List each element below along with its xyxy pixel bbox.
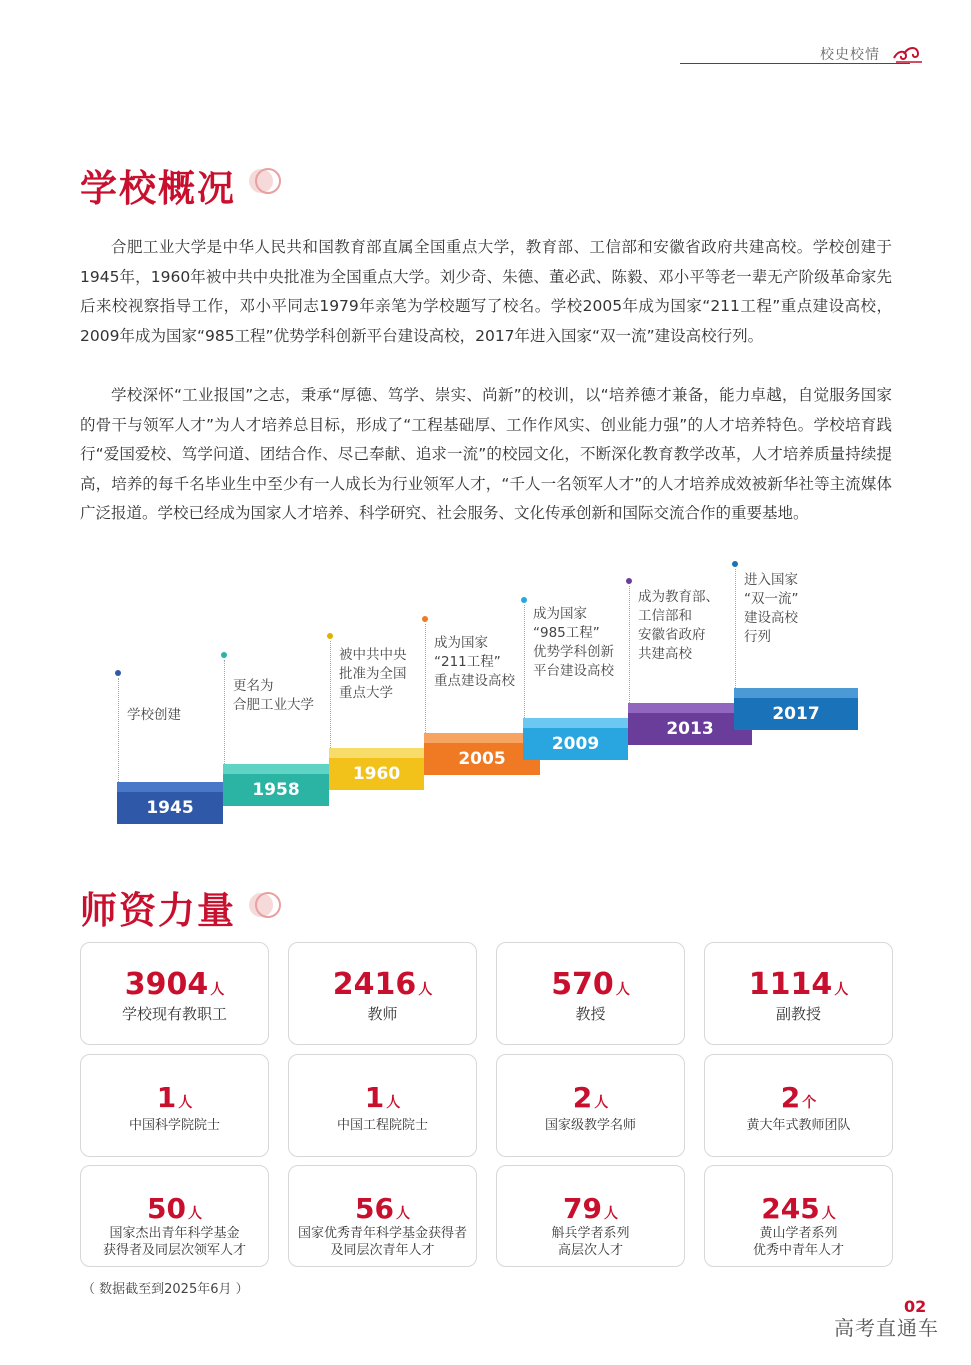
timeline-step-year: 2005 (424, 743, 540, 775)
stat-unit: 人 (834, 982, 849, 998)
stat-value (497, 967, 684, 1002)
watermark: 高考直通车 (834, 1316, 939, 1340)
stat-value (81, 967, 268, 1002)
stat-number: 2 (572, 1081, 593, 1114)
stat-description: 副教授 (775, 1005, 821, 1023)
timeline-dot (327, 633, 333, 639)
stat-number: 1 (156, 1081, 177, 1114)
stat-card (704, 1054, 893, 1157)
stat-card (496, 1054, 685, 1157)
stat-number: 50 (147, 1192, 186, 1225)
stat-value (705, 1192, 892, 1225)
timeline-connector (735, 569, 736, 688)
timeline-step-top (734, 688, 858, 698)
stat-number: 1114 (748, 967, 833, 1002)
stat-card (80, 1054, 269, 1157)
stat-card (80, 1165, 269, 1267)
timeline-event-line: 优势学科创新 (533, 644, 614, 660)
stat-number: 3904 (124, 967, 209, 1002)
stat-description: 中国工程院院士 (336, 1118, 428, 1133)
timeline-dot (422, 616, 428, 622)
stat-description: 斛兵学者系列 (551, 1226, 630, 1241)
timeline-dot (115, 670, 121, 676)
overview-paragraph-1: 合肥工业大学是中华人民共和国教育部直属全国重点大学，教育部、工信部和安徽省政府共建高校。学校创建于1945年，1960年被中共中央批准为全国重点大学。刘少奇、朱德、董必武、陈毅、邓小平等老一辈无产阶级革命家先后来校视察指导工作，邓小平同志1979年亲笔为学校题写了校名。学校2005年成为国家“211工程”重点建设高校，2009年成为国家“985工程”优势学科创新平台建设高校，2017年进入国家“双一流”建设高校行列。 (80, 238, 892, 345)
timeline-event-label (434, 634, 515, 691)
stat-unit: 人 (187, 1206, 202, 1222)
timeline-connector (629, 586, 630, 703)
timeline-event-label (339, 646, 407, 703)
stat-description: 黄大年式教师团队 (746, 1118, 851, 1133)
timeline-event-line: 重点建设高校 (434, 673, 515, 689)
stat-description: 及同层次青年人才 (330, 1243, 435, 1258)
timeline-event-line: 合肥工业大学 (233, 697, 314, 713)
timeline-dot (521, 597, 527, 603)
stat-number: 2 (780, 1081, 801, 1114)
stat-value (81, 1081, 268, 1114)
timeline-dot (626, 578, 632, 584)
timeline-event-line: 进入国家 (744, 572, 798, 588)
stat-unit: 人 (594, 1095, 609, 1111)
stat-value (497, 1081, 684, 1114)
stat-description: 优秀中青年人才 (752, 1243, 844, 1258)
timeline-connector (118, 678, 119, 782)
timeline-step-year: 2009 (523, 728, 628, 760)
stat-value (289, 967, 476, 1002)
stat-unit: 个 (802, 1095, 817, 1111)
timeline-event-line: 被中共中央 (339, 647, 407, 663)
timeline-event-line: 行列 (744, 629, 771, 645)
page-number: 02 (904, 1297, 927, 1316)
timeline-event-line: 工信部和 (638, 608, 692, 624)
stat-unit: 人 (821, 1206, 836, 1222)
timeline-event-line: 共建高校 (638, 646, 692, 662)
timeline-connector (524, 605, 525, 718)
header-section-label: 校史校情 (820, 47, 880, 63)
stat-card (496, 1165, 685, 1267)
stat-description: 国家优秀青年科学基金获得者 (297, 1226, 467, 1241)
stat-card (496, 942, 685, 1045)
timeline-event-line: “985工程” (533, 625, 600, 641)
timeline-event-line: 安徽省政府 (638, 627, 706, 643)
data-note: （ 数据截至到2025年6月 ） (82, 1282, 249, 1297)
timeline-event-line: 建设高校 (744, 610, 798, 626)
stat-unit: 人 (603, 1206, 618, 1222)
timeline-event-line: 批准为全国 (339, 666, 407, 682)
title-circle-icon (244, 166, 284, 196)
stat-value (289, 1081, 476, 1114)
stat-number: 570 (551, 967, 614, 1002)
timeline-step-year: 1958 (223, 774, 329, 806)
timeline-event-label (744, 571, 799, 647)
timeline-event-line: “双一流” (744, 591, 799, 607)
timeline-connector (425, 624, 426, 733)
stat-description: 获得者及同层次领军人才 (102, 1243, 246, 1258)
timeline-event-label (533, 605, 614, 681)
timeline-event-line: “211工程” (434, 654, 501, 670)
stat-unit: 人 (615, 982, 630, 998)
timeline-event-line: 成为国家 (434, 635, 488, 651)
timeline-dot (732, 561, 738, 567)
stat-unit: 人 (418, 982, 433, 998)
stat-description: 教授 (575, 1005, 606, 1023)
timeline-step-top (523, 718, 628, 728)
stat-value (289, 1192, 476, 1225)
stat-number: 245 (761, 1192, 820, 1225)
stat-description: 黄山学者系列 (759, 1226, 838, 1241)
stat-description: 高层次人才 (557, 1243, 623, 1258)
overview-paragraph-2: 学校深怀“工业报国”之志，秉承“厚德、笃学、崇实、尚新”的校训，以“培养德才兼备，能力卓越，自觉服务国家的骨干与领军人才”为人才培养总目标，形成了“工程基础厚、工作作风实、创业能力强”的人才培养特色。学校培育践行“爱国爱校、笃学问道、团结合作、尽己奉献、追求一流”的校园文化，不断深化教育教学改革，人才培养质量持续提高，培养的每千名毕业生中至少有一人成长为行业领军人才，“千人一名领军人才”的人才培养成效被新华社等主流媒体广泛报道。学校已经成为国家人才培养、科学研究、社会服务、文化传承创新和国际交流合作的重要基地。 (80, 386, 892, 523)
stat-number: 56 (355, 1192, 394, 1225)
timeline-event-line: 更名为 (233, 678, 274, 694)
stat-number: 2416 (332, 967, 417, 1002)
timeline-event-label (127, 706, 181, 725)
timeline-connector (224, 660, 225, 764)
stat-unit: 人 (395, 1206, 410, 1222)
stat-description: 学校现有教职工 (121, 1005, 227, 1023)
timeline-step-year: 1945 (117, 792, 223, 824)
stat-value (705, 1081, 892, 1114)
stat-description: 教师 (367, 1005, 398, 1023)
stat-description: 国家级教学名师 (544, 1118, 636, 1133)
stat-description: 中国科学院院士 (128, 1118, 220, 1133)
timeline-event-line: 平台建设高校 (533, 663, 614, 679)
timeline-dot (221, 652, 227, 658)
stat-unit: 人 (210, 982, 225, 998)
timeline-event-line: 成为国家 (533, 606, 587, 622)
timeline-event-label (233, 677, 314, 715)
stat-value (497, 1192, 684, 1225)
stat-number: 79 (563, 1192, 602, 1225)
stat-card (704, 1165, 893, 1267)
stat-card (288, 942, 477, 1045)
faculty-title: 师资力量 (80, 889, 236, 932)
timeline-step-year: 2013 (628, 713, 752, 745)
timeline-event-line: 重点大学 (339, 685, 393, 701)
header-divider (680, 63, 910, 64)
timeline-step-year: 2017 (734, 698, 858, 730)
cloud-swirl-icon (892, 44, 924, 66)
title-circle-icon (244, 890, 284, 920)
timeline-step-top (117, 782, 223, 792)
stat-unit: 人 (178, 1095, 193, 1111)
overview-title: 学校概况 (80, 167, 236, 210)
stat-card (80, 942, 269, 1045)
timeline-step-top (223, 764, 329, 774)
timeline-step-top (329, 748, 424, 758)
stat-card (704, 942, 893, 1045)
stat-unit: 人 (386, 1095, 401, 1111)
timeline-connector (330, 641, 331, 748)
timeline-step-year: 1960 (329, 758, 424, 790)
stat-card (288, 1054, 477, 1157)
timeline-event-line: 成为教育部、 (638, 589, 719, 605)
stat-value (705, 967, 892, 1002)
stat-description: 国家杰出青年科学基金 (109, 1226, 240, 1241)
stat-value (81, 1192, 268, 1225)
timeline-event-label (638, 588, 719, 664)
stat-number: 1 (364, 1081, 385, 1114)
stat-card (288, 1165, 477, 1267)
timeline-event-line: 学校创建 (127, 707, 181, 723)
